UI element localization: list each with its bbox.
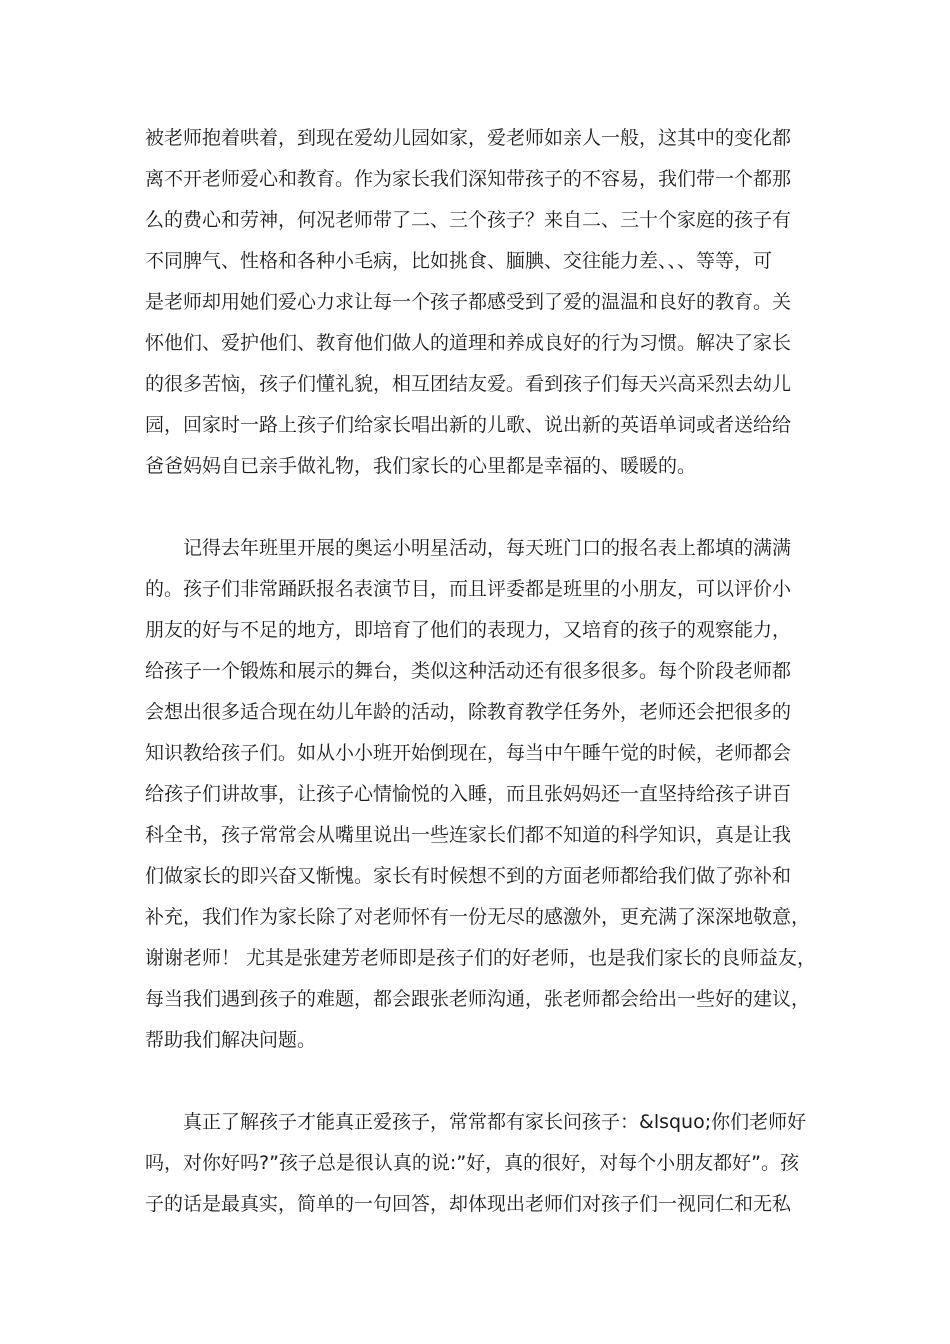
paragraph-2-line-11: 谢谢老师！ 尤其是张建芳老师即是孩子们的好老师，也是我们家长的良师益友，	[145, 947, 817, 969]
paragraph-1-line-9: 爸爸妈妈自已亲手做礼物，我们家长的心里都是幸福的、暖暖的。	[145, 455, 697, 477]
paragraph-1-line-4: 不同脾气、性格和各种小毛病，比如挑食、腼腆、交往能力差、、、等等，可	[145, 250, 773, 272]
paragraph-3-line-1: 真正了解孩子才能真正爱孩子，常常都有家长问孩子：&lsquo;你们老师好	[183, 1111, 807, 1133]
paragraph-2-line-9: 们做家长的即兴奋又惭愧。家长有时候想不到的方面老师都给我们做了弥补和	[145, 865, 792, 887]
paragraph-1-line-8: 园，回家时一路上孩子们给家长唱出新的儿歌、说出新的英语单词或者送给给	[145, 414, 792, 436]
paragraph-1-line-5: 是老师却用她们爱心力求让每一个孩子都感受到了爱的温温和良好的教育。关	[145, 291, 792, 313]
paragraph-1-line-3: 么的费心和劳神，何况老师带了二、三个孩子？来自二、三十个家庭的孩子有	[145, 209, 792, 231]
paragraph-3-line-3: 子的话是最真实，简单的一句回答，却体现出老师们对孩子们一视同仁和无私	[145, 1193, 792, 1215]
paragraph-2-line-3: 朋友的好与不足的地方，即培育了他们的表现力，又培育的孩子的观察能力，	[145, 619, 792, 641]
paragraph-1-line-7: 的很多苦恼，孩子们懂礼貌，相互团结友爱。看到孩子们每天兴高采烈去幼儿	[145, 373, 792, 395]
paragraph-2-line-13: 帮助我们解决问题。	[145, 1029, 317, 1051]
paragraph-2-line-12: 每当我们遇到孩子的难题，都会跟张老师沟通，张老师都会给出一些好的建议，	[145, 988, 811, 1010]
paragraph-1-line-1: 被老师抱着哄着，到现在爱幼儿园如家，爱老师如亲人一般，这其中的变化都	[145, 127, 792, 149]
paragraph-2-line-4: 给孩子一个锻炼和展示的舞台，类似这种活动还有很多很多。每个阶段老师都	[145, 660, 792, 682]
paragraph-3-line-2: 吗，对你好吗?”孩子总是很认真的说:”好，真的很好，对每个小朋友都好”。孩	[145, 1152, 800, 1174]
paragraph-1-line-6: 怀他们、爱护他们、教育他们做人的道理和养成良好的行为习惯。解决了家长	[145, 332, 792, 354]
paragraph-2-line-10: 补充，我们作为家长除了对老师怀有一份无尽的感激外，更充满了深深地敬意，	[145, 906, 811, 928]
paragraph-2-line-2: 的。孩子们非常踊跃报名表演节目，而且评委都是班里的小朋友，可以评价小	[145, 578, 792, 600]
paragraph-2-line-6: 知识教给孩子们。如从小小班开始倒现在，每当中午睡午觉的时候，老师都会	[145, 742, 792, 764]
paragraph-2-line-5: 会想出很多适合现在幼儿年龄的活动，除教育教学任务外，老师还会把很多的	[145, 701, 792, 723]
paragraph-1-line-2: 离不开老师爱心和教育。作为家长我们深知带孩子的不容易，我们带一个都那	[145, 168, 792, 190]
paragraph-2-line-7: 给孩子们讲故事，让孩子心情愉悦的入睡，而且张妈妈还一直坚持给孩子讲百	[145, 783, 792, 805]
paragraph-2-line-8: 科全书，孩子常常会从嘴里说出一些连家长们都不知道的科学知识，真是让我	[145, 824, 792, 846]
paragraph-2-line-1: 记得去年班里开展的奥运小明星活动，每天班门口的报名表上都填的满满	[183, 537, 792, 559]
